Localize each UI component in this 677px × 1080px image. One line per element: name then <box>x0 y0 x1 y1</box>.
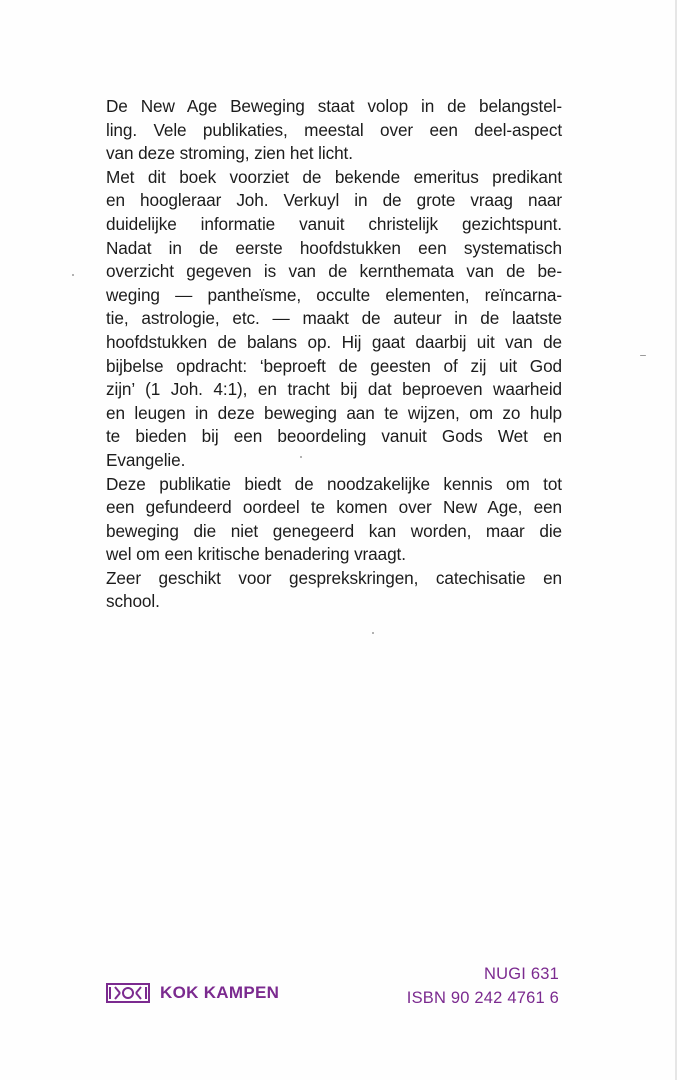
blurb-line: duidelijke informatie vanuit christelijk gezichtspunt. <box>106 213 562 234</box>
blurb-line: ling. Vele publikaties, meestal over een deel-aspect <box>106 119 562 140</box>
paper-speck <box>300 456 302 458</box>
blurb-line: De New Age Beweging staat volop in de belangstel- <box>106 96 562 116</box>
blurb-line: wel om een kritische benadering vraagt. <box>106 544 406 565</box>
blurb-line: weging — pantheïsme, occulte elementen, reïncarna- <box>106 284 562 305</box>
blurb-line: van deze stroming, zien het licht. <box>106 143 353 164</box>
book-codes <box>407 962 559 1010</box>
blurb-line: school. <box>106 591 160 612</box>
blurb-line: Evangelie. <box>106 449 186 470</box>
blurb-line: zijn’ (1 Joh. 4:1), en tracht bij dat beproeven waarheid <box>106 379 562 400</box>
blurb-line: Nadat in de eerste hoofdstukken een systematisch <box>106 237 562 258</box>
blurb-line: hoofdstukken de balans op. Hij gaat daarbij uit van de <box>106 331 562 352</box>
blurb-line: en leugen in deze beweging aan te wijzen, om zo hulp <box>106 402 562 423</box>
publisher-logo <box>106 983 279 1003</box>
paper-speck <box>640 355 646 356</box>
blurb-line: Zeer geschikt voor gesprekskringen, catechisatie en <box>106 567 562 588</box>
blurb-line: overzicht gegeven is van de kernthemata van de be- <box>106 261 562 282</box>
isbn-code: ISBN 90 242 4761 6 <box>406 989 559 1007</box>
blurb-line: Met dit boek voorziet de bekende emeritus predikant <box>106 166 562 187</box>
publisher-name: KOK KAMPEN <box>160 983 280 1002</box>
blurb-line: een gefundeerd oordeel te komen over New Age, een <box>106 497 562 518</box>
blurb-line: bijbelse opdracht: ‘beproeft de geesten of zij uit God <box>106 355 562 376</box>
blurb-line: en hoogleraar Joh. Verkuyl in de grote vraag naar <box>106 190 562 211</box>
paper-speck <box>72 274 74 276</box>
kok-kampen-logo-icon <box>106 983 150 1003</box>
blurb-line: te bieden bij een beoordeling vanuit Gods Wet en <box>106 426 562 447</box>
blurb-line: tie, astrologie, etc. — maakt de auteur in de laatste <box>106 308 562 329</box>
blurb-text <box>106 95 562 614</box>
blurb-line: Deze publikatie biedt de noodzakelijke kennis om tot <box>106 473 562 494</box>
blurb-line: beweging die niet genegeerd kan worden, maar die <box>106 520 562 541</box>
nugi-code: NUGI 631 <box>484 965 559 983</box>
paper-speck <box>372 632 374 634</box>
